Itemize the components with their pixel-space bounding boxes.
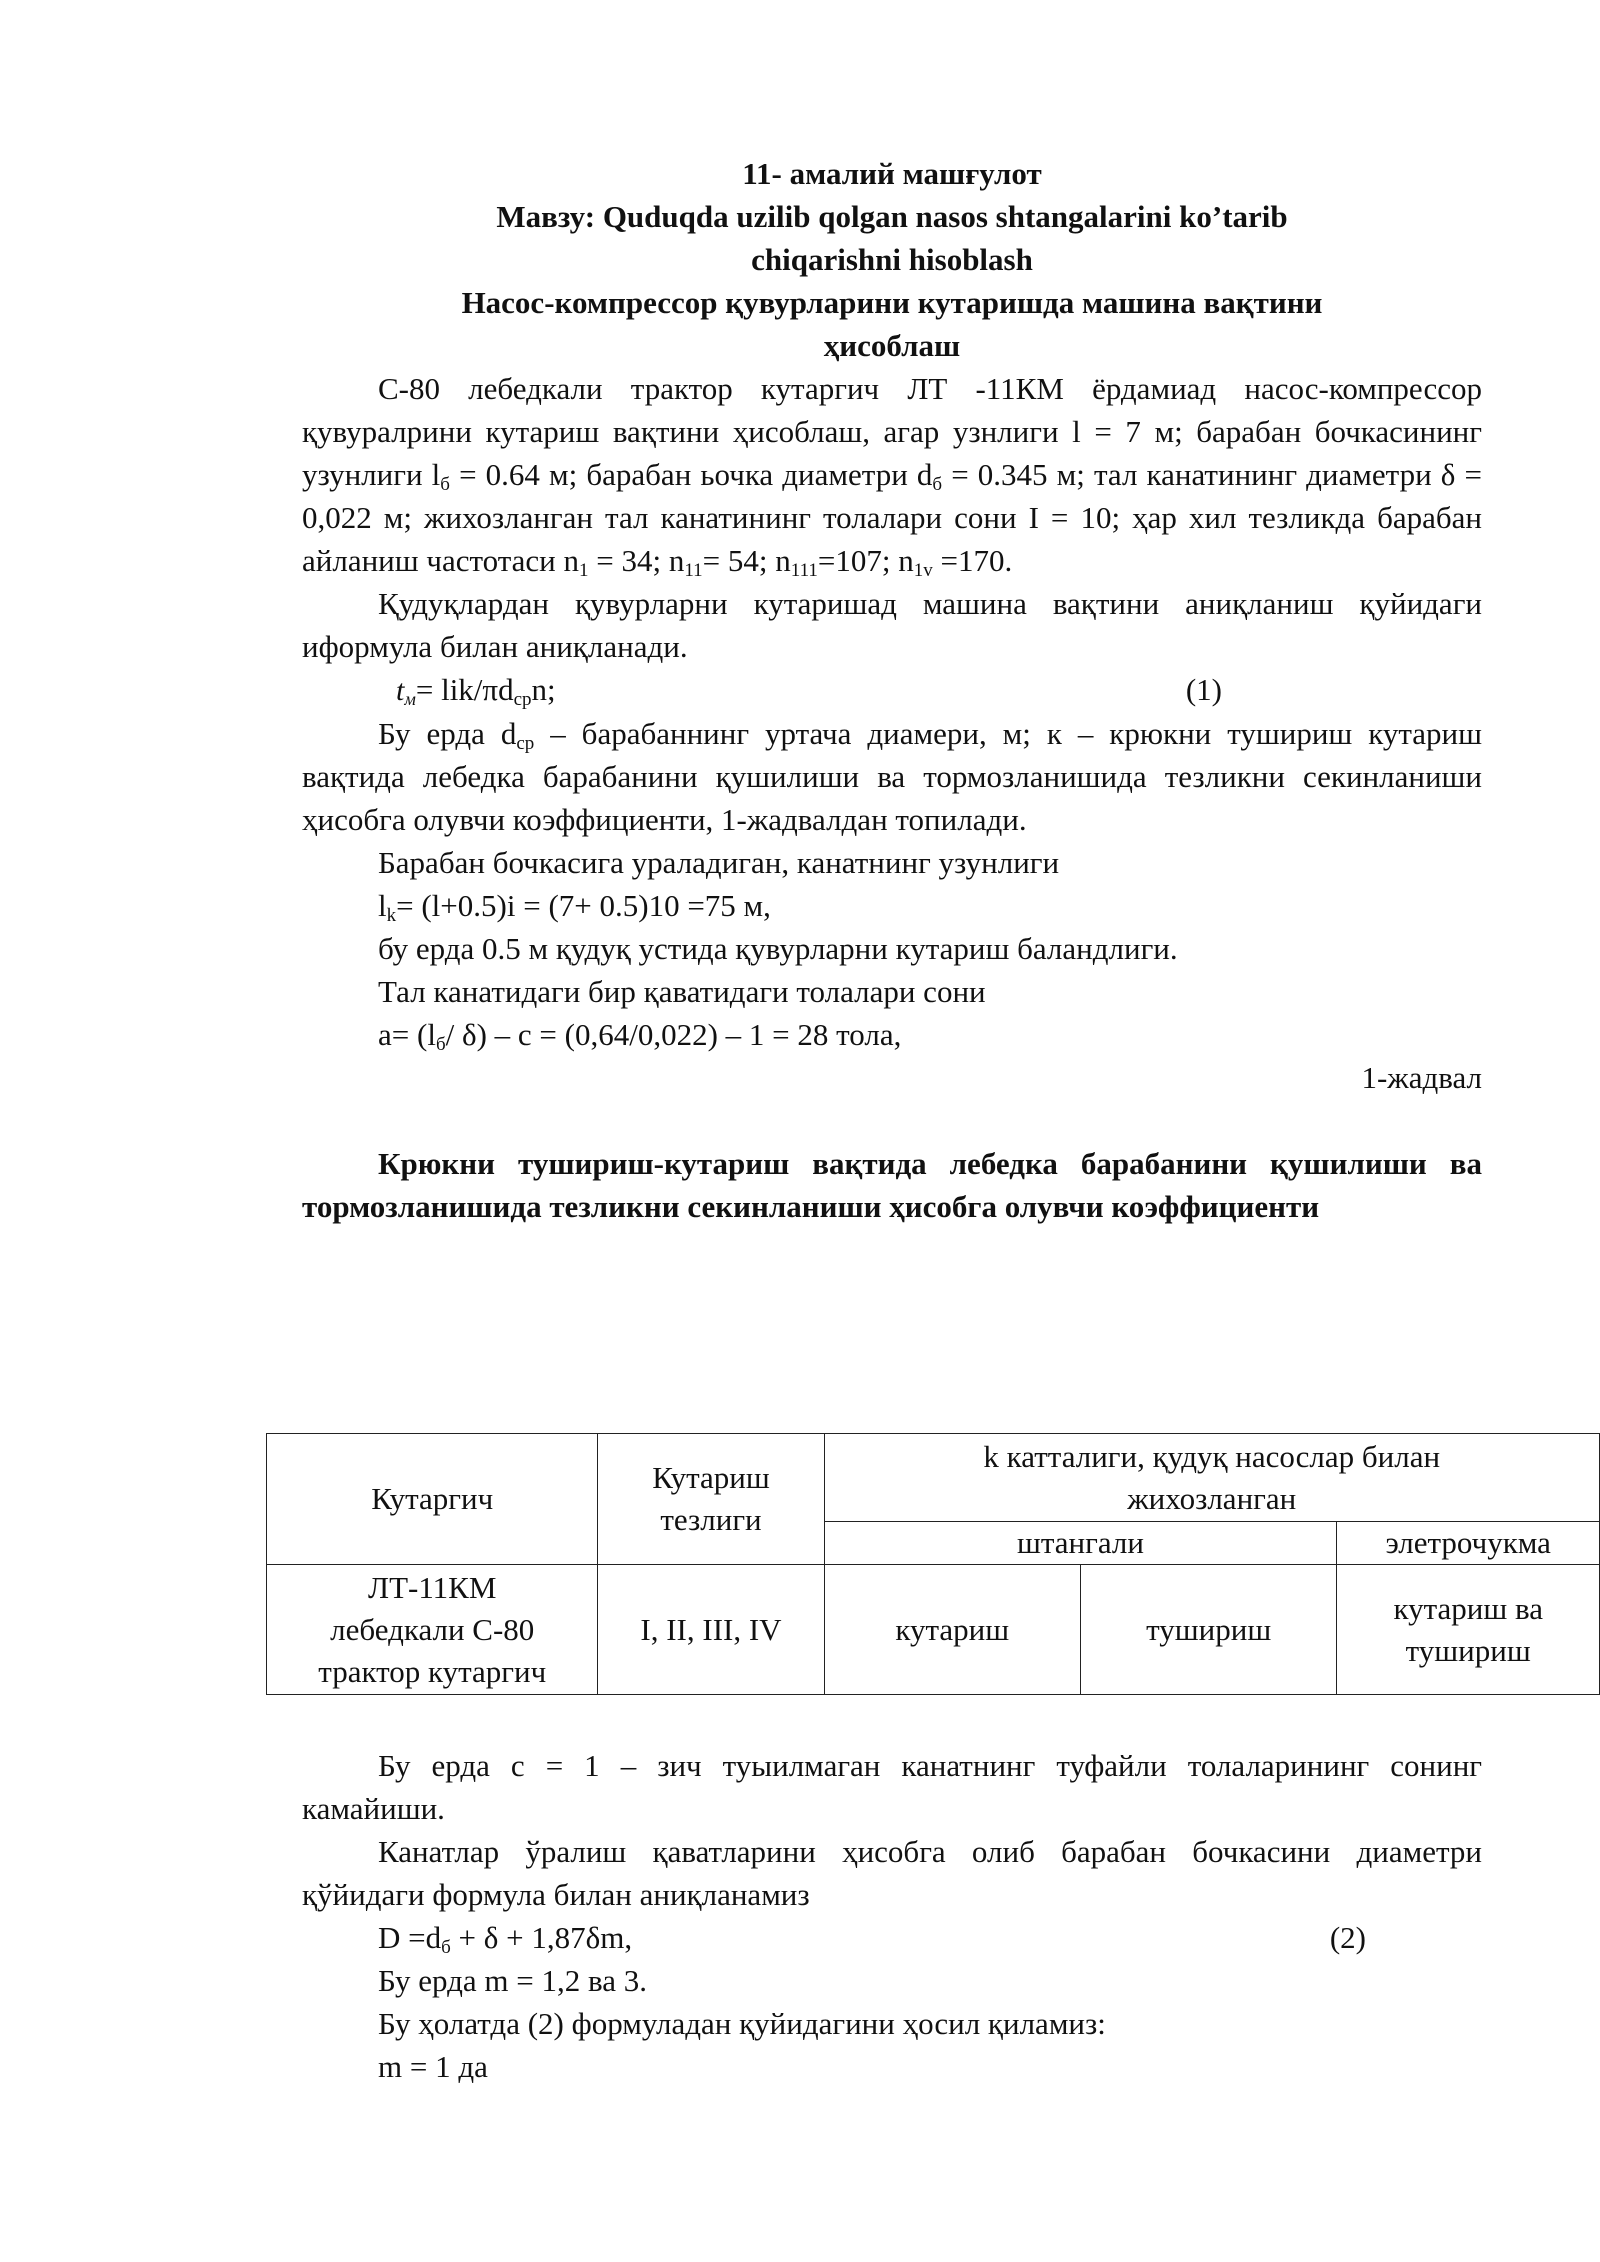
table-caption: Крюкни тушириш-кутариш вақтида лебедка барабанини қушилиши ва тормозланишида тезликни секинланиши ҳисобга олувчи коэффициенти: [302, 1146, 1482, 1224]
cell-speed: I, II, III, IV: [598, 1565, 824, 1695]
m-note: Бу ерда m = 1,2 ва 3.: [378, 1963, 647, 1998]
header-lifter: Кутаргич: [267, 1434, 598, 1565]
subtopic-line-2: ҳисоблаш: [823, 328, 961, 363]
subtopic-line-1: Насос-компрессор қувурларини кутаришда машина вақтини: [461, 285, 1323, 320]
table-row: [267, 1565, 1600, 1695]
header-electric-pump: элетрочукма: [1337, 1522, 1600, 1565]
cell-lowering: тушириш: [1080, 1565, 1336, 1695]
formula-intro: Қудуқлардан қувурларни кутаришад машина вақтини аниқланиш қуйидаги иформула билан аниқланади.: [302, 586, 1482, 664]
document-page: [302, 152, 1482, 1228]
topic-line-1: Мавзу: Quduqda uzilib qolgan nasos shtangalarini ko’tarib: [496, 199, 1288, 234]
header-rod-pump: штангали: [824, 1522, 1337, 1565]
problem-statement: С-80 лебедкали трактор кутаргич ЛТ -11КМ ёрдамиад насос-компрессор қувуралрини кутариш вақтини ҳисоблаш, агар узнлиги l = 7 м; барабан бочкасининг узунлиги $l_б = 0.64$ м; барабан ьочка диаметри $d_б = 0.345$ м; тал канатининг диаметри δ = 0,022 м; жихозланган тал канатининг толалари сони I = 10; ҳар хил тезликда барабан айланиш частотаси $n_1 = 34$; $n_{11}= 54$; $n_{111}=107$; $n_{1v} =170$.: [302, 371, 1482, 581]
state-note: Бу ҳолатда (2) формуладан қуйидагини ҳосил қиламиз:: [378, 2006, 1106, 2041]
header-speed: Кутариш тезлиги: [598, 1434, 824, 1565]
cell-lifter: ЛТ-11КМ лебедкали С-80 трактор кутаргич: [267, 1565, 598, 1695]
c-note: Бу ерда с = 1 – зич туыилмаган канатнинг туфайли толаларининг сонинг камайиши.: [302, 1748, 1482, 1826]
formula-1-expression: $t_м= lik/\pi d_{ср}n$;: [396, 672, 556, 710]
rope-length-formula: $l_k= (l+0.5)i = (7+ 0.5)10 =75$ м,: [378, 888, 771, 926]
rope-length-intro: Барабан бочкасига ураладиган, канатнинг узунлиги: [378, 845, 1060, 880]
document-continuation: [302, 1744, 1482, 2088]
formula-2-number: (2): [1329, 1920, 1366, 1955]
cell-lifting: кутариш: [824, 1565, 1080, 1695]
topic-line-2: chiqarishni hisoblash: [751, 242, 1033, 277]
rope-length-note: бу ерда 0.5 м қудуқ устида қувурларни кутариш баландлиги.: [378, 931, 1178, 966]
formula-1-explanation: Бу ерда $d_{ср}$ – барабаннинг уртача диамери, м; к – крюкни тушириш кутариш вақтида лебедка барабанини қушилиши ва тормозланишида тезликни секинланиши ҳисобга олувчи коэффициенти, 1-жадвалдан топилади.: [302, 716, 1482, 837]
header-k-value: k катталиги, қудуқ насослар билан жихозланган: [824, 1434, 1599, 1522]
formula-1: [302, 668, 1482, 712]
lesson-title: 11- амалий машғулот: [742, 156, 1042, 191]
drum-diameter-intro: Канатлар ўралиш қаватларини ҳисобга олиб барабан бочкасини диаметри қўйидаги формула билан аниқланамиз: [302, 1834, 1482, 1912]
formula-2-expression: $D =d_б + \delta + 1,87\delta m$,: [378, 1920, 633, 1958]
table-reference: 1-жадвал: [1361, 1060, 1482, 1095]
fibers-formula: $а= (l_б/$ δ) – с = (0,64/0,022) – 1 = 28 тола,: [378, 1017, 902, 1055]
fibers-intro: Тал канатидаги бир қаватидаги толалари сони: [378, 974, 986, 1009]
formula-2: [302, 1916, 1482, 1959]
coefficient-table: [266, 1433, 1600, 1695]
m-equals-one: m = 1 да: [378, 2049, 488, 2084]
cell-lift-and-lower: кутариш ва тушириш: [1337, 1565, 1600, 1695]
formula-1-number: (1): [1185, 672, 1222, 707]
